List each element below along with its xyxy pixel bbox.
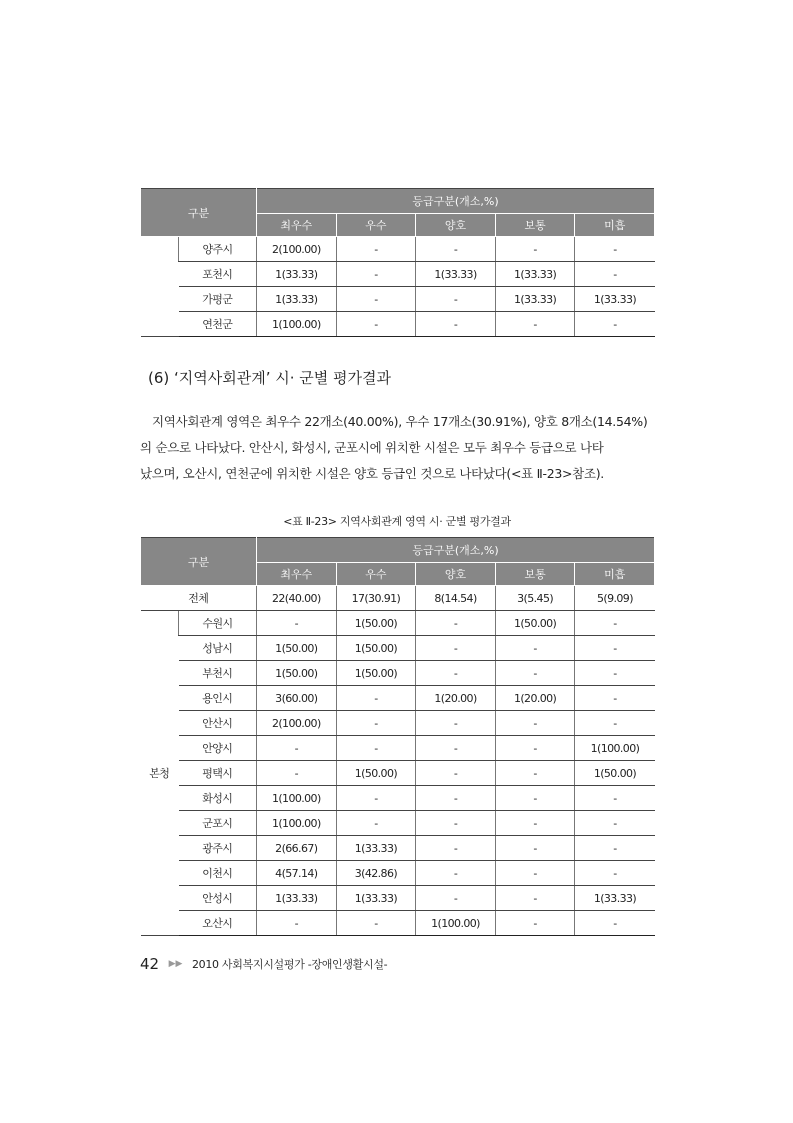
cell-value: - [336, 811, 416, 836]
header-group: 구분 [141, 538, 257, 586]
cell-value: - [495, 836, 575, 861]
cell-value: 1(50.00) [257, 636, 337, 661]
cell-value: 1(33.33) [575, 287, 655, 312]
cell-value: - [257, 911, 337, 936]
table-row [141, 711, 655, 736]
row-name: 가평군 [179, 287, 257, 312]
region-label: 본청 [141, 611, 179, 936]
table-row [141, 636, 655, 661]
cell-value: 1(50.00) [495, 611, 575, 636]
header-grade: 미흡 [575, 563, 655, 586]
cell-value: - [575, 611, 655, 636]
row-name: 연천군 [179, 312, 257, 337]
table-row [141, 686, 655, 711]
cell-value: 1(20.00) [495, 686, 575, 711]
cell-value: 1(50.00) [336, 611, 416, 636]
cell-value: - [257, 761, 337, 786]
row-name: 포천시 [179, 262, 257, 287]
arrow-icon: ▶▶ [168, 959, 183, 969]
cell-value: - [416, 736, 496, 761]
cell-value: - [416, 861, 496, 886]
cell-value: - [257, 736, 337, 761]
cell-value: 1(33.33) [575, 886, 655, 911]
cell-value: 3(5.45) [495, 586, 575, 611]
total-row [141, 586, 655, 611]
row-name: 오산시 [179, 911, 257, 936]
header-grade: 우수 [336, 214, 416, 237]
cell-value: - [336, 312, 416, 337]
cell-value: 22(40.00) [257, 586, 337, 611]
header-grade: 최우수 [257, 214, 337, 237]
table-row [141, 611, 655, 636]
region-cell [141, 237, 179, 337]
cell-value: - [575, 836, 655, 861]
header-grade-group: 등급구분(개소,%) [257, 538, 655, 563]
cell-value: - [495, 761, 575, 786]
cell-value: - [575, 711, 655, 736]
cell-value: 2(100.00) [257, 237, 337, 262]
cell-value: - [495, 312, 575, 337]
table-row [141, 262, 655, 287]
cell-value: 17(30.91) [336, 586, 416, 611]
table-row [141, 886, 655, 911]
cell-value: - [336, 262, 416, 287]
cell-value: 1(33.33) [495, 262, 575, 287]
cell-value: - [336, 786, 416, 811]
table-row [141, 861, 655, 886]
cell-value: - [416, 611, 496, 636]
cell-value: - [336, 686, 416, 711]
row-name: 안양시 [179, 736, 257, 761]
cell-value: 1(100.00) [575, 736, 655, 761]
row-name: 화성시 [179, 786, 257, 811]
cell-value: - [336, 237, 416, 262]
header-grade: 최우수 [257, 563, 337, 586]
cell-value: - [495, 237, 575, 262]
total-label: 전체 [141, 586, 257, 611]
page-number: 42 [140, 955, 160, 973]
cell-value: 1(33.33) [257, 287, 337, 312]
table-row [141, 761, 655, 786]
row-name: 부천시 [179, 661, 257, 686]
cell-value: - [416, 711, 496, 736]
table-row [141, 911, 655, 936]
cell-value: 3(42.86) [336, 861, 416, 886]
cell-value: - [336, 287, 416, 312]
cell-value: - [495, 661, 575, 686]
cell-value: - [575, 911, 655, 936]
cell-value: - [336, 711, 416, 736]
header-grade: 보통 [495, 563, 575, 586]
table-row [141, 836, 655, 861]
row-name: 용인시 [179, 686, 257, 711]
cell-value: - [416, 312, 496, 337]
paragraph-line: 지역사회관계 영역은 최우수 22개소(40.00%), 우수 17개소(30.91%), 양호 8개소(14.54%) [152, 414, 648, 429]
cell-value: - [416, 786, 496, 811]
header-grade: 미흡 [575, 214, 655, 237]
section-heading: (6) ‘지역사회관계’ 시· 군별 평가결과 [148, 369, 391, 387]
table-row [141, 287, 655, 312]
row-name: 성남시 [179, 636, 257, 661]
row-name: 광주시 [179, 836, 257, 861]
cell-value: - [416, 761, 496, 786]
cell-value: - [416, 287, 496, 312]
cell-value: 1(33.33) [336, 836, 416, 861]
page-footer [140, 955, 387, 973]
cell-value: - [336, 736, 416, 761]
cell-value: 1(100.00) [257, 312, 337, 337]
row-name: 수원시 [179, 611, 257, 636]
cell-value: - [575, 686, 655, 711]
cell-value: 1(50.00) [336, 761, 416, 786]
cell-value: 2(100.00) [257, 711, 337, 736]
header-grade: 양호 [416, 563, 496, 586]
cell-value: 3(60.00) [257, 686, 337, 711]
cell-value: 1(50.00) [336, 661, 416, 686]
header-group: 구분 [141, 189, 257, 237]
cell-value: - [575, 861, 655, 886]
cell-value: - [575, 237, 655, 262]
cell-value: - [495, 886, 575, 911]
cell-value: - [495, 861, 575, 886]
cell-value: - [575, 811, 655, 836]
cell-value: - [575, 661, 655, 686]
cell-value: - [416, 811, 496, 836]
paragraph-line: 의 순으로 나타났다. 안산시, 화성시, 군포시에 위치한 시설은 모두 최우수 등급으로 나타 [140, 440, 604, 455]
cell-value: - [416, 836, 496, 861]
cell-value: 5(9.09) [575, 586, 655, 611]
cell-value: - [416, 886, 496, 911]
table-row [141, 237, 655, 262]
cell-value: - [416, 237, 496, 262]
table-continued [140, 188, 655, 337]
row-name: 안산시 [179, 711, 257, 736]
cell-value: 1(100.00) [257, 786, 337, 811]
results-table [140, 537, 655, 936]
cell-value: 2(66.67) [257, 836, 337, 861]
table-row [141, 786, 655, 811]
cell-value: - [495, 786, 575, 811]
cell-value: 8(14.54) [416, 586, 496, 611]
cell-value: - [495, 636, 575, 661]
header-grade-group: 등급구분(개소,%) [257, 189, 655, 214]
row-name: 안성시 [179, 886, 257, 911]
footer-title: 2010 사회복지시설평가 -장애인생활시설- [191, 958, 388, 971]
cell-value: 1(33.33) [257, 886, 337, 911]
cell-value: 1(20.00) [416, 686, 496, 711]
cell-value: 1(33.33) [257, 262, 337, 287]
cell-value: - [495, 736, 575, 761]
row-name: 평택시 [179, 761, 257, 786]
cell-value: 1(100.00) [416, 911, 496, 936]
table-row [141, 661, 655, 686]
table-row [141, 736, 655, 761]
paragraph-line: 났으며, 오산시, 연천군에 위치한 시설은 양호 등급인 것으로 나타났다(<표 Ⅱ-23>참조). [140, 466, 604, 481]
cell-value: 1(100.00) [257, 811, 337, 836]
table-caption: <표 Ⅱ-23> 지역사회관계 영역 시· 군별 평가결과 [283, 515, 511, 528]
row-name: 양주시 [179, 237, 257, 262]
row-name: 이천시 [179, 861, 257, 886]
cell-value: - [495, 811, 575, 836]
cell-value: - [495, 911, 575, 936]
cell-value: - [416, 636, 496, 661]
cell-value: 1(33.33) [495, 287, 575, 312]
cell-value: - [336, 911, 416, 936]
row-name: 군포시 [179, 811, 257, 836]
cell-value: - [575, 262, 655, 287]
cell-value: 1(50.00) [336, 636, 416, 661]
cell-value: - [575, 312, 655, 337]
cell-value: 4(57.14) [257, 861, 337, 886]
cell-value: - [575, 636, 655, 661]
table-row [141, 811, 655, 836]
cell-value: - [257, 611, 337, 636]
header-grade: 보통 [495, 214, 575, 237]
cell-value: 1(50.00) [257, 661, 337, 686]
cell-value: - [495, 711, 575, 736]
cell-value: - [416, 661, 496, 686]
cell-value: 1(33.33) [336, 886, 416, 911]
header-grade: 우수 [336, 563, 416, 586]
table-row [141, 312, 655, 337]
cell-value: 1(33.33) [416, 262, 496, 287]
cell-value: - [575, 786, 655, 811]
header-grade: 양호 [416, 214, 496, 237]
cell-value: 1(50.00) [575, 761, 655, 786]
